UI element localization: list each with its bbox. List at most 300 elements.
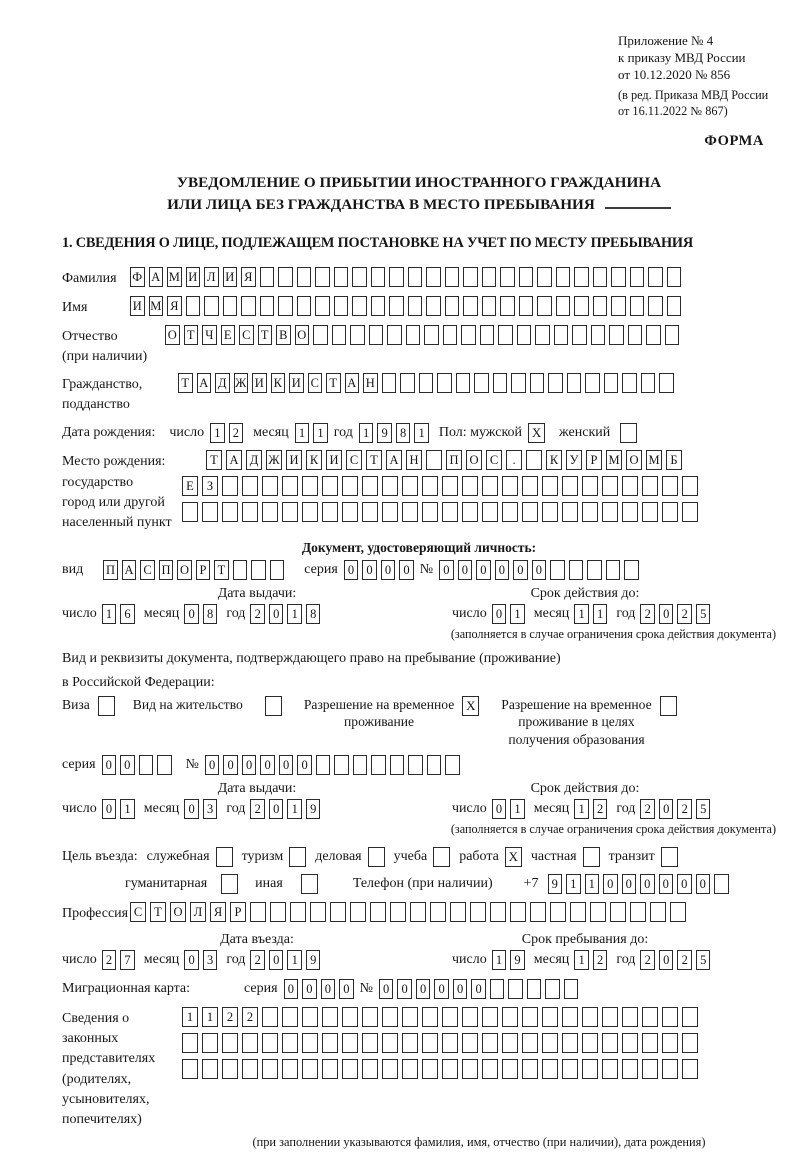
char-cell[interactable]: И	[223, 267, 238, 287]
char-cell[interactable]	[642, 1059, 658, 1079]
char-cell[interactable]	[604, 373, 619, 393]
char-cell[interactable]	[430, 902, 446, 922]
char-cell[interactable]	[362, 1059, 378, 1079]
char-cell[interactable]: 2	[677, 950, 692, 970]
id-type-field[interactable]	[103, 560, 284, 580]
char-cell[interactable]	[562, 502, 578, 522]
char-cell[interactable]	[642, 502, 658, 522]
entry-year-field[interactable]	[250, 950, 320, 970]
char-cell[interactable]: О	[177, 560, 192, 580]
char-cell[interactable]	[550, 560, 565, 580]
char-cell[interactable]	[502, 502, 518, 522]
char-cell[interactable]	[222, 502, 238, 522]
char-cell[interactable]	[482, 296, 497, 316]
char-cell[interactable]	[334, 296, 349, 316]
char-cell[interactable]: 0	[362, 560, 377, 580]
char-cell[interactable]	[530, 902, 546, 922]
char-cell[interactable]: Т	[184, 325, 199, 345]
stay-doc-series-field[interactable]	[102, 755, 172, 775]
stay-validity-day-field[interactable]	[492, 799, 525, 819]
char-cell[interactable]: 2	[102, 950, 117, 970]
char-cell[interactable]	[582, 1033, 598, 1053]
char-cell[interactable]	[682, 1033, 698, 1053]
char-cell[interactable]	[442, 476, 458, 496]
char-cell[interactable]: 1	[585, 874, 600, 894]
char-cell[interactable]	[667, 296, 682, 316]
temp-residence-education-checkbox[interactable]	[660, 696, 677, 716]
char-cell[interactable]	[609, 325, 624, 345]
char-cell[interactable]	[630, 902, 646, 922]
char-cell[interactable]	[462, 502, 478, 522]
char-cell[interactable]	[602, 1007, 618, 1027]
char-cell[interactable]	[422, 1059, 438, 1079]
given-name-field[interactable]	[130, 296, 681, 316]
char-cell[interactable]	[456, 373, 471, 393]
char-cell[interactable]	[482, 502, 498, 522]
char-cell[interactable]	[202, 1059, 218, 1079]
char-cell[interactable]: Ч	[202, 325, 217, 345]
char-cell[interactable]	[567, 373, 582, 393]
char-cell[interactable]	[482, 1033, 498, 1053]
char-cell[interactable]	[670, 902, 686, 922]
char-cell[interactable]: Я	[241, 267, 256, 287]
char-cell[interactable]: 0	[260, 755, 275, 775]
char-cell[interactable]: 8	[203, 604, 218, 624]
char-cell[interactable]	[462, 1007, 478, 1027]
char-cell[interactable]	[550, 902, 566, 922]
char-cell[interactable]: 0	[434, 979, 449, 999]
representatives-field-row1[interactable]	[182, 1007, 698, 1027]
char-cell[interactable]: 0	[205, 755, 220, 775]
char-cell[interactable]	[422, 502, 438, 522]
char-cell[interactable]	[482, 1007, 498, 1027]
char-cell[interactable]	[322, 1059, 338, 1079]
char-cell[interactable]	[216, 847, 233, 867]
char-cell[interactable]: X	[505, 847, 522, 867]
purpose-business-checkbox[interactable]	[216, 847, 233, 867]
char-cell[interactable]	[282, 1059, 298, 1079]
char-cell[interactable]	[289, 847, 306, 867]
purpose-work-checkbox[interactable]	[505, 847, 522, 867]
char-cell[interactable]	[583, 847, 600, 867]
birth-place-field-row2[interactable]	[182, 476, 698, 496]
char-cell[interactable]: 0	[184, 604, 199, 624]
char-cell[interactable]: 0	[297, 755, 312, 775]
char-cell[interactable]	[221, 874, 238, 894]
char-cell[interactable]	[610, 902, 626, 922]
char-cell[interactable]	[408, 267, 423, 287]
char-cell[interactable]: 1	[414, 423, 429, 443]
char-cell[interactable]	[542, 476, 558, 496]
char-cell[interactable]	[427, 755, 442, 775]
char-cell[interactable]: 0	[471, 979, 486, 999]
char-cell[interactable]: 0	[622, 874, 637, 894]
char-cell[interactable]: Р	[230, 902, 246, 922]
char-cell[interactable]	[682, 476, 698, 496]
char-cell[interactable]	[502, 476, 518, 496]
char-cell[interactable]	[574, 267, 589, 287]
char-cell[interactable]	[389, 267, 404, 287]
char-cell[interactable]: 0	[659, 950, 674, 970]
char-cell[interactable]	[410, 902, 426, 922]
char-cell[interactable]	[371, 267, 386, 287]
char-cell[interactable]: Л	[190, 902, 206, 922]
char-cell[interactable]	[508, 979, 523, 999]
char-cell[interactable]: 0	[302, 979, 317, 999]
char-cell[interactable]	[297, 296, 312, 316]
char-cell[interactable]	[648, 267, 663, 287]
char-cell[interactable]: 2	[640, 799, 655, 819]
char-cell[interactable]	[511, 373, 526, 393]
patronymic-field[interactable]	[165, 325, 679, 345]
char-cell[interactable]: Д	[246, 450, 262, 470]
char-cell[interactable]	[422, 476, 438, 496]
char-cell[interactable]	[362, 502, 378, 522]
char-cell[interactable]: М	[606, 450, 622, 470]
char-cell[interactable]	[342, 1059, 358, 1079]
char-cell[interactable]	[182, 502, 198, 522]
char-cell[interactable]: 2	[250, 604, 265, 624]
birth-place-field-row3[interactable]	[182, 502, 698, 522]
char-cell[interactable]	[390, 755, 405, 775]
char-cell[interactable]: А	[149, 267, 164, 287]
char-cell[interactable]	[315, 296, 330, 316]
char-cell[interactable]	[662, 476, 678, 496]
char-cell[interactable]	[641, 373, 656, 393]
char-cell[interactable]	[422, 1033, 438, 1053]
char-cell[interactable]: Ж	[234, 373, 249, 393]
char-cell[interactable]: 9	[377, 423, 392, 443]
char-cell[interactable]	[660, 696, 677, 716]
char-cell[interactable]	[204, 296, 219, 316]
char-cell[interactable]	[480, 325, 495, 345]
char-cell[interactable]	[222, 1059, 238, 1079]
char-cell[interactable]	[490, 902, 506, 922]
char-cell[interactable]: С	[140, 560, 155, 580]
stay-issue-year-field[interactable]	[250, 799, 320, 819]
char-cell[interactable]	[402, 1059, 418, 1079]
char-cell[interactable]: Д	[215, 373, 230, 393]
id-issue-month-field[interactable]	[184, 604, 217, 624]
char-cell[interactable]: 3	[203, 950, 218, 970]
char-cell[interactable]: 0	[659, 874, 674, 894]
char-cell[interactable]	[342, 502, 358, 522]
char-cell[interactable]: С	[308, 373, 323, 393]
char-cell[interactable]	[442, 1007, 458, 1027]
char-cell[interactable]: 0	[223, 755, 238, 775]
char-cell[interactable]	[611, 267, 626, 287]
char-cell[interactable]	[682, 1007, 698, 1027]
char-cell[interactable]	[548, 373, 563, 393]
char-cell[interactable]: И	[326, 450, 342, 470]
char-cell[interactable]	[422, 1007, 438, 1027]
char-cell[interactable]	[402, 502, 418, 522]
char-cell[interactable]	[282, 1007, 298, 1027]
char-cell[interactable]: А	[122, 560, 137, 580]
char-cell[interactable]: 1	[593, 604, 608, 624]
residence-permit-checkbox[interactable]	[265, 696, 282, 716]
char-cell[interactable]: И	[130, 296, 145, 316]
char-cell[interactable]	[667, 267, 682, 287]
char-cell[interactable]: 7	[120, 950, 135, 970]
char-cell[interactable]: 0	[284, 979, 299, 999]
char-cell[interactable]: 0	[279, 755, 294, 775]
char-cell[interactable]	[462, 1059, 478, 1079]
char-cell[interactable]: 1	[492, 950, 507, 970]
char-cell[interactable]: 3	[203, 799, 218, 819]
char-cell[interactable]	[251, 560, 266, 580]
char-cell[interactable]	[408, 296, 423, 316]
char-cell[interactable]: X	[528, 423, 545, 443]
char-cell[interactable]: 2	[229, 423, 244, 443]
char-cell[interactable]	[202, 502, 218, 522]
entry-day-field[interactable]	[102, 950, 135, 970]
char-cell[interactable]: 0	[659, 604, 674, 624]
char-cell[interactable]: М	[646, 450, 662, 470]
char-cell[interactable]	[332, 325, 347, 345]
char-cell[interactable]	[682, 502, 698, 522]
char-cell[interactable]: 1	[210, 423, 225, 443]
char-cell[interactable]: 1	[295, 423, 310, 443]
stay-issue-day-field[interactable]	[102, 799, 135, 819]
char-cell[interactable]	[556, 267, 571, 287]
char-cell[interactable]: 0	[677, 874, 692, 894]
char-cell[interactable]	[482, 267, 497, 287]
char-cell[interactable]	[182, 1059, 198, 1079]
char-cell[interactable]	[628, 325, 643, 345]
char-cell[interactable]: О	[165, 325, 180, 345]
char-cell[interactable]: 2	[593, 950, 608, 970]
char-cell[interactable]	[646, 325, 661, 345]
char-cell[interactable]	[408, 755, 423, 775]
id-validity-year-field[interactable]	[640, 604, 710, 624]
temp-residence-checkbox[interactable]	[462, 696, 479, 716]
char-cell[interactable]: 0	[492, 604, 507, 624]
char-cell[interactable]	[242, 1059, 258, 1079]
char-cell[interactable]	[562, 1007, 578, 1027]
char-cell[interactable]	[362, 476, 378, 496]
char-cell[interactable]	[322, 502, 338, 522]
char-cell[interactable]: Т	[258, 325, 273, 345]
char-cell[interactable]: Т	[214, 560, 229, 580]
char-cell[interactable]: 0	[495, 560, 510, 580]
char-cell[interactable]	[406, 325, 421, 345]
char-cell[interactable]	[297, 267, 312, 287]
visa-checkbox[interactable]	[98, 696, 115, 716]
char-cell[interactable]	[390, 902, 406, 922]
char-cell[interactable]	[278, 267, 293, 287]
char-cell[interactable]	[624, 560, 639, 580]
char-cell[interactable]: .	[506, 450, 522, 470]
id-series-field[interactable]	[344, 560, 414, 580]
id-issue-year-field[interactable]	[250, 604, 320, 624]
char-cell[interactable]	[570, 902, 586, 922]
char-cell[interactable]	[334, 267, 349, 287]
char-cell[interactable]: 1	[102, 604, 117, 624]
char-cell[interactable]: 1	[287, 799, 302, 819]
char-cell[interactable]: 8	[396, 423, 411, 443]
char-cell[interactable]: Я	[167, 296, 182, 316]
char-cell[interactable]	[260, 296, 275, 316]
char-cell[interactable]: Ж	[266, 450, 282, 470]
char-cell[interactable]	[462, 1033, 478, 1053]
char-cell[interactable]: 1	[120, 799, 135, 819]
char-cell[interactable]: 2	[593, 799, 608, 819]
char-cell[interactable]: 0	[381, 560, 396, 580]
char-cell[interactable]	[382, 373, 397, 393]
char-cell[interactable]	[510, 902, 526, 922]
char-cell[interactable]	[502, 1059, 518, 1079]
char-cell[interactable]	[426, 450, 442, 470]
entry-month-field[interactable]	[184, 950, 217, 970]
sex-male-checkbox[interactable]	[528, 423, 545, 443]
char-cell[interactable]	[661, 847, 678, 867]
char-cell[interactable]: 0	[696, 874, 711, 894]
char-cell[interactable]: С	[239, 325, 254, 345]
char-cell[interactable]	[665, 325, 680, 345]
citizenship-field[interactable]	[178, 373, 674, 393]
char-cell[interactable]: И	[186, 267, 201, 287]
char-cell[interactable]: Н	[406, 450, 422, 470]
char-cell[interactable]	[262, 1033, 278, 1053]
char-cell[interactable]	[450, 902, 466, 922]
char-cell[interactable]	[545, 979, 560, 999]
char-cell[interactable]	[382, 1033, 398, 1053]
char-cell[interactable]: 1	[287, 950, 302, 970]
char-cell[interactable]: К	[546, 450, 562, 470]
char-cell[interactable]: 0	[102, 799, 117, 819]
char-cell[interactable]: С	[346, 450, 362, 470]
char-cell[interactable]	[250, 902, 266, 922]
char-cell[interactable]: М	[167, 267, 182, 287]
char-cell[interactable]	[419, 373, 434, 393]
char-cell[interactable]	[265, 696, 282, 716]
char-cell[interactable]: 0	[458, 560, 473, 580]
char-cell[interactable]	[537, 267, 552, 287]
char-cell[interactable]: 0	[339, 979, 354, 999]
char-cell[interactable]: П	[103, 560, 118, 580]
char-cell[interactable]	[362, 1007, 378, 1027]
char-cell[interactable]	[433, 847, 450, 867]
char-cell[interactable]	[242, 476, 258, 496]
char-cell[interactable]	[400, 373, 415, 393]
char-cell[interactable]	[462, 476, 478, 496]
purpose-tourism-checkbox[interactable]	[289, 847, 306, 867]
char-cell[interactable]: Е	[221, 325, 236, 345]
char-cell[interactable]	[241, 296, 256, 316]
surname-field[interactable]	[130, 267, 681, 287]
char-cell[interactable]: Ф	[130, 267, 145, 287]
char-cell[interactable]	[389, 296, 404, 316]
char-cell[interactable]: 9	[548, 874, 563, 894]
char-cell[interactable]	[572, 325, 587, 345]
char-cell[interactable]	[352, 296, 367, 316]
char-cell[interactable]: 0	[399, 560, 414, 580]
char-cell[interactable]	[233, 560, 248, 580]
char-cell[interactable]	[662, 1059, 678, 1079]
char-cell[interactable]	[490, 979, 505, 999]
char-cell[interactable]: Т	[326, 373, 341, 393]
char-cell[interactable]	[382, 502, 398, 522]
char-cell[interactable]: Т	[366, 450, 382, 470]
char-cell[interactable]: 0	[532, 560, 547, 580]
char-cell[interactable]	[642, 1033, 658, 1053]
char-cell[interactable]: А	[226, 450, 242, 470]
char-cell[interactable]: 2	[250, 799, 265, 819]
char-cell[interactable]: 0	[397, 979, 412, 999]
char-cell[interactable]: 0	[379, 979, 394, 999]
stay-validity-month-field[interactable]	[574, 799, 607, 819]
char-cell[interactable]	[519, 267, 534, 287]
char-cell[interactable]: Н	[363, 373, 378, 393]
char-cell[interactable]: О	[466, 450, 482, 470]
char-cell[interactable]	[98, 696, 115, 716]
char-cell[interactable]	[310, 902, 326, 922]
char-cell[interactable]: 1	[202, 1007, 218, 1027]
char-cell[interactable]	[242, 502, 258, 522]
char-cell[interactable]	[437, 373, 452, 393]
char-cell[interactable]	[334, 755, 349, 775]
char-cell[interactable]	[371, 755, 386, 775]
char-cell[interactable]	[442, 1033, 458, 1053]
char-cell[interactable]: 2	[222, 1007, 238, 1027]
char-cell[interactable]	[370, 902, 386, 922]
char-cell[interactable]	[402, 1007, 418, 1027]
char-cell[interactable]	[500, 267, 515, 287]
char-cell[interactable]	[642, 1007, 658, 1027]
char-cell[interactable]: 9	[306, 799, 321, 819]
purpose-study-checkbox[interactable]	[433, 847, 450, 867]
char-cell[interactable]: Л	[204, 267, 219, 287]
char-cell[interactable]	[542, 1059, 558, 1079]
char-cell[interactable]	[630, 296, 645, 316]
char-cell[interactable]	[316, 755, 331, 775]
char-cell[interactable]	[282, 1033, 298, 1053]
char-cell[interactable]	[622, 1033, 638, 1053]
char-cell[interactable]	[662, 502, 678, 522]
char-cell[interactable]	[574, 296, 589, 316]
char-cell[interactable]: 0	[269, 950, 284, 970]
char-cell[interactable]: К	[306, 450, 322, 470]
char-cell[interactable]: 0	[184, 799, 199, 819]
char-cell[interactable]	[482, 1059, 498, 1079]
char-cell[interactable]	[542, 1033, 558, 1053]
profession-field[interactable]	[130, 902, 686, 922]
id-validity-day-field[interactable]	[492, 604, 525, 624]
char-cell[interactable]	[519, 296, 534, 316]
char-cell[interactable]: 0	[269, 604, 284, 624]
char-cell[interactable]: 0	[439, 560, 454, 580]
char-cell[interactable]	[622, 1007, 638, 1027]
char-cell[interactable]	[278, 296, 293, 316]
birth-place-field-row1[interactable]	[206, 450, 698, 470]
char-cell[interactable]: 1	[574, 950, 589, 970]
char-cell[interactable]	[350, 902, 366, 922]
char-cell[interactable]: И	[286, 450, 302, 470]
char-cell[interactable]: 0	[492, 799, 507, 819]
char-cell[interactable]	[590, 902, 606, 922]
char-cell[interactable]	[522, 1007, 538, 1027]
birth-month-field[interactable]	[295, 423, 328, 443]
char-cell[interactable]	[556, 296, 571, 316]
char-cell[interactable]	[322, 476, 338, 496]
char-cell[interactable]	[342, 476, 358, 496]
char-cell[interactable]	[322, 1007, 338, 1027]
char-cell[interactable]	[500, 296, 515, 316]
char-cell[interactable]: 2	[250, 950, 265, 970]
char-cell[interactable]	[662, 1033, 678, 1053]
char-cell[interactable]: У	[566, 450, 582, 470]
